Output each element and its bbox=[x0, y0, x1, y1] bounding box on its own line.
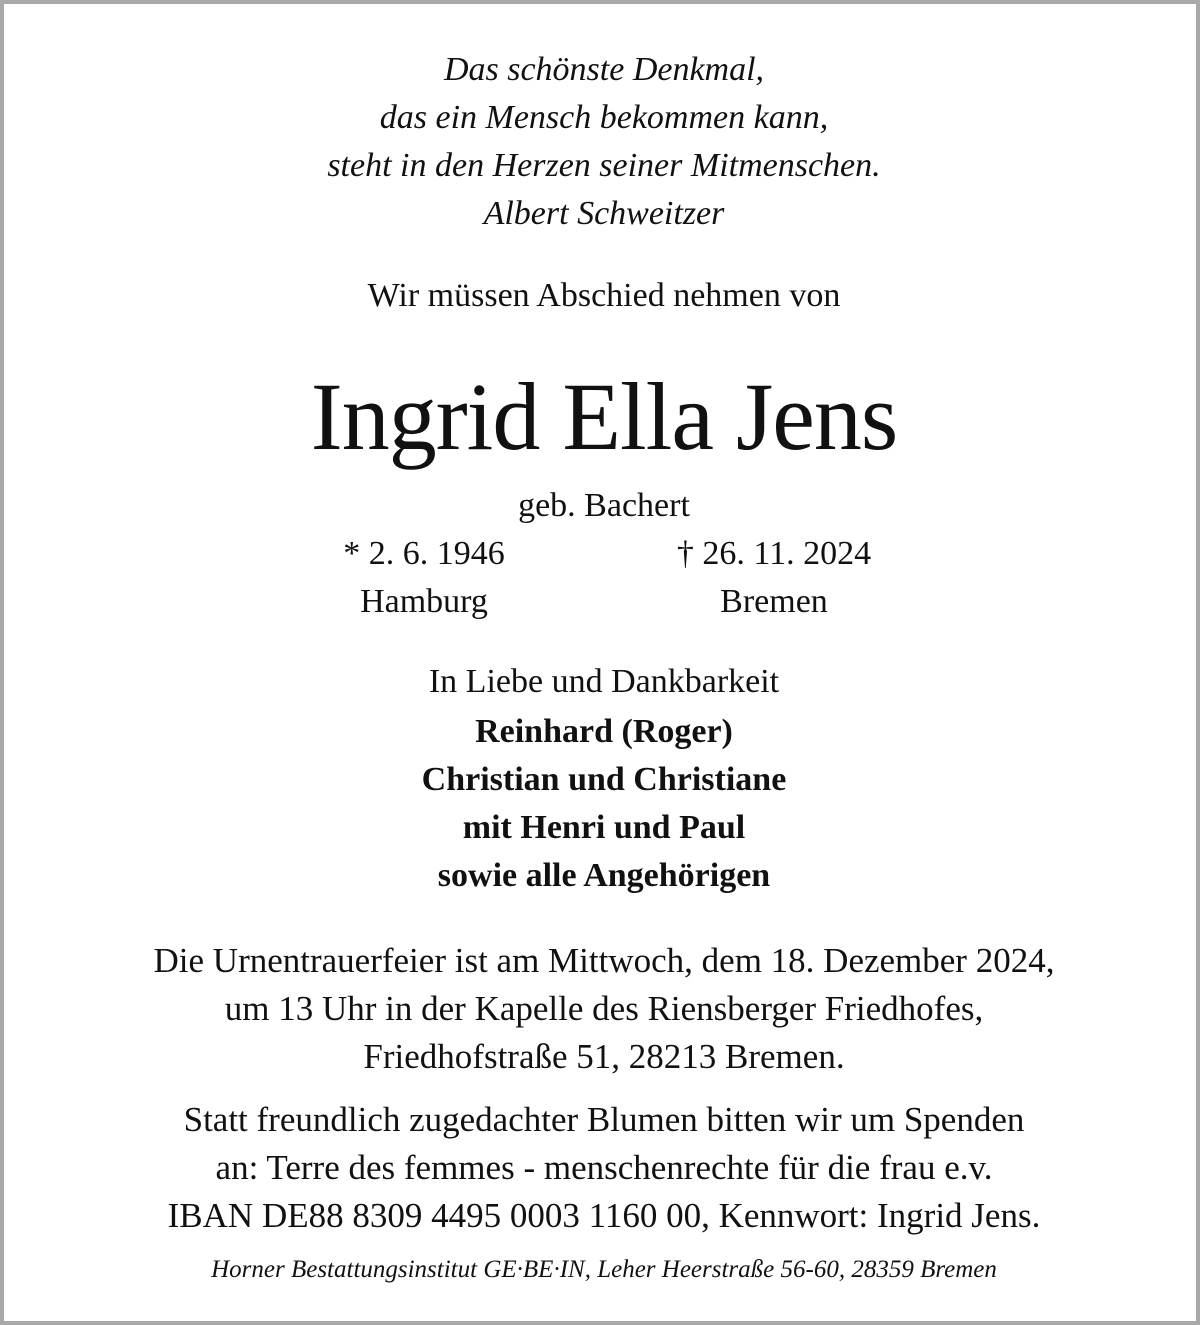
mourner-line-1: Reinhard (Roger) bbox=[475, 713, 733, 750]
deceased-name: Ingrid Ella Jens bbox=[310, 363, 898, 470]
birth-date-value: 2. 6. 1946 bbox=[368, 535, 505, 572]
maiden-name: geb. Bachert bbox=[518, 487, 690, 524]
mourners-intro: In Liebe und Dankbarkeit bbox=[428, 663, 780, 700]
ceremony-line-1: Die Urnentrauerfeier ist am Mittwoch, dem 18. Dezember 2024, bbox=[153, 941, 1055, 980]
donation-line-2: an: Terre des femmes - menschenrechte für die frau e.v. bbox=[215, 1148, 993, 1187]
death-date bbox=[644, 530, 904, 578]
birth-place: Hamburg bbox=[360, 583, 488, 620]
birth-symbol: * bbox=[343, 535, 361, 572]
farewell-intro: Wir müssen Abschied nehmen von bbox=[367, 277, 841, 314]
death-date-value: 26. 11. 2024 bbox=[702, 535, 872, 572]
mourner-line-4: sowie alle Angehörigen bbox=[437, 857, 771, 894]
mourner-line-2: Christian und Christiane bbox=[421, 761, 787, 798]
donation-line-3: IBAN DE88 8309 4495 0003 1160 00, Kennwort: Ingrid Jens. bbox=[167, 1196, 1041, 1235]
ceremony-line-2: um 13 Uhr in der Kapelle des Riensberger Friedhofes, bbox=[224, 989, 984, 1028]
birth-date bbox=[304, 530, 544, 578]
quote-line-2: das ein Mensch bekommen kann, bbox=[379, 99, 829, 136]
quote-author: Albert Schweitzer bbox=[483, 195, 725, 232]
funeral-home: Horner Bestattungsinstitut GE·BE·IN, Leher Heerstraße 56-60, 28359 Bremen bbox=[211, 1256, 997, 1283]
ceremony-line-3: Friedhofstraße 51, 28213 Bremen. bbox=[363, 1037, 845, 1076]
donation-line-1: Statt freundlich zugedachter Blumen bitten wir um Spenden bbox=[183, 1100, 1025, 1139]
death-place: Bremen bbox=[720, 583, 828, 620]
quote-line-3: steht in den Herzen seiner Mitmenschen. bbox=[327, 147, 881, 184]
death-symbol: † bbox=[676, 535, 694, 572]
mourner-line-3: mit Henri und Paul bbox=[462, 809, 746, 846]
quote-line-1: Das schönste Denkmal, bbox=[443, 51, 765, 88]
